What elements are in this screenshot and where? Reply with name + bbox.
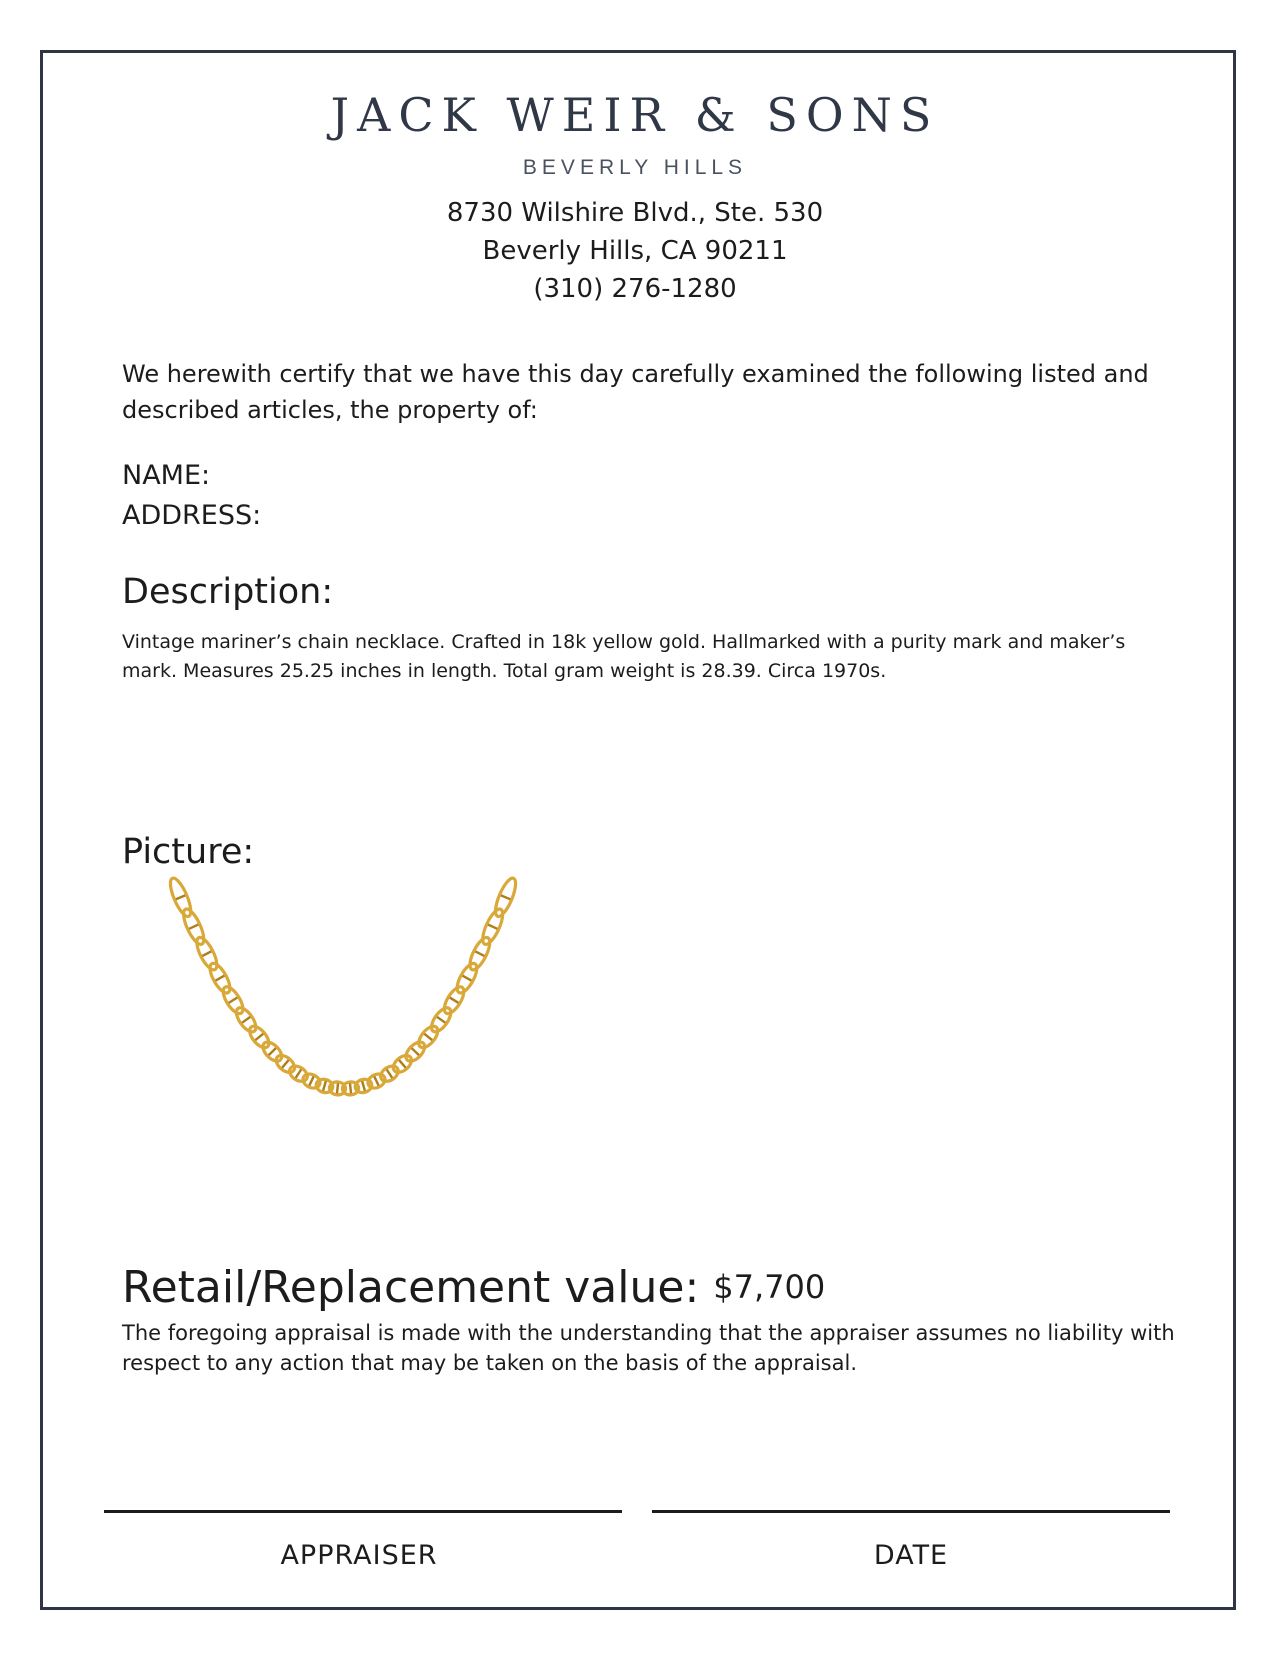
date-signature-line	[652, 1510, 1170, 1513]
address-label: ADDRESS:	[122, 500, 262, 531]
chain-link	[428, 1005, 455, 1035]
brand-name: JACK WEIR & SONS	[330, 88, 940, 142]
valuation-row	[122, 1262, 825, 1313]
chain-link	[466, 935, 494, 973]
chain-link	[403, 1039, 428, 1065]
chain-link	[492, 876, 520, 919]
chain-link	[260, 1039, 285, 1065]
necklace-chain-illustration	[160, 876, 530, 1176]
chain-link	[246, 1023, 272, 1051]
appraiser-label: APPRAISER	[280, 1540, 438, 1571]
description-heading: Description:	[122, 572, 334, 612]
description-text: Vintage mariner’s chain necklace. Crafted in 18k yellow gold. Hallmarked with a purity mark and maker’s mark. Measures 25.25 inches in length. Total gram weight is 28.39. Circa 1970s.	[122, 631, 1126, 682]
valuation-amount: $7,700	[713, 1268, 826, 1306]
date-label: DATE	[873, 1540, 949, 1571]
disclaimer-text: The foregoing appraisal is made with the understanding that the appraiser assumes no liability with respect to any action that may be taken on the basis of the appraisal.	[122, 1321, 1175, 1375]
appraiser-signature-line	[104, 1510, 622, 1513]
chain-link	[233, 1005, 260, 1035]
brand-location: BEVERLY HILLS	[522, 156, 748, 179]
address-line-1: 8730 Wilshire Blvd., Ste. 530	[446, 198, 824, 228]
chain-link	[193, 935, 221, 973]
picture-heading: Picture:	[122, 832, 255, 872]
chain-link	[390, 1052, 414, 1076]
valuation-label: Retail/Replacement value:	[122, 1262, 700, 1313]
certification-text: We herewith certify that we have this day carefully examined the following listed and described articles, the property of:	[122, 360, 1149, 424]
chain-link	[453, 961, 480, 996]
chain-link	[415, 1023, 441, 1051]
chain-link	[273, 1052, 298, 1076]
necklace-image	[160, 876, 530, 1176]
chain-link	[219, 984, 246, 1017]
chain-link	[441, 984, 468, 1017]
chain-link	[206, 960, 234, 995]
phone-number: (310) 276-1280	[533, 274, 737, 304]
address-line-2: Beverly Hills, CA 90211	[482, 236, 788, 266]
name-label: NAME:	[122, 460, 211, 491]
